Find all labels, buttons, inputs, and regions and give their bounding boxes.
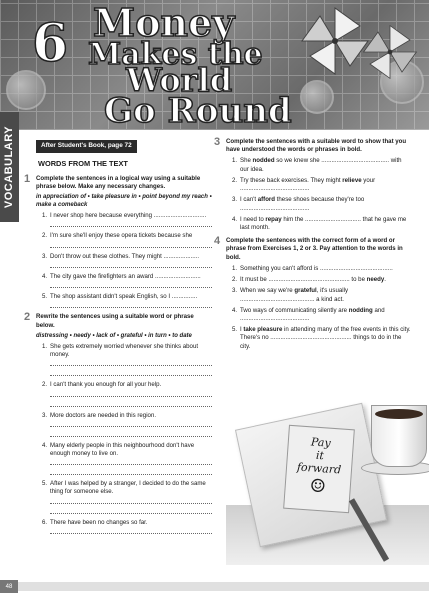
- pinwheel-icon: [300, 6, 370, 76]
- pay-it-forward-photo: [226, 385, 429, 565]
- exercise-item: [42, 381, 212, 389]
- header-banner: [0, 0, 429, 130]
- answer-line[interactable]: [50, 283, 212, 288]
- item-text: More doctors are needed in this region.: [50, 411, 157, 419]
- bold-word: repay: [265, 215, 282, 223]
- title-line: Makes the: [88, 37, 263, 72]
- answer-line[interactable]: [50, 361, 212, 366]
- item-number: 3.: [232, 196, 238, 204]
- item-text: There have been no changes so far.: [50, 518, 148, 526]
- exercise-number: 2: [24, 311, 31, 324]
- exercise-1: [24, 172, 212, 309]
- item-text: Two ways of communicating silently are nodding and .........................................: [240, 306, 385, 322]
- answer-line[interactable]: [50, 499, 212, 504]
- coffee-cup-image: [371, 405, 427, 467]
- item-number: 1.: [232, 157, 238, 165]
- item-text: I'm sure she'll enjoy these opera tickets because she: [50, 232, 193, 240]
- exercise-item: [232, 307, 412, 323]
- exercise-item: [42, 212, 212, 220]
- exercise-item: [232, 287, 412, 303]
- item-text: She gets extremely worried whenever she thinks about money.: [50, 342, 199, 359]
- item-text: She nodded so we knew she ........................................ with our idea.: [240, 157, 402, 173]
- exercise-item: [42, 232, 212, 240]
- unit-number: 6: [32, 13, 69, 74]
- section-heading: WORDS FROM THE TEXT: [38, 158, 128, 168]
- title-line: Money: [93, 0, 235, 45]
- exercise-item: [232, 265, 412, 273]
- item-text: I can't afford these shoes because they're too .........................................: [240, 196, 365, 212]
- coin-image: [6, 70, 46, 110]
- exercise-3: [214, 136, 412, 232]
- item-number: 5.: [232, 326, 238, 334]
- bold-word: take pleasure: [243, 326, 283, 334]
- item-text: Try these back exercises. They might relieve your .........................................: [240, 176, 376, 193]
- answer-line[interactable]: [50, 263, 212, 268]
- item-number: 2.: [232, 276, 238, 284]
- item-number: 2.: [42, 232, 48, 240]
- exercise-item: [42, 253, 212, 261]
- answer-line[interactable]: [50, 432, 212, 437]
- bold-word: relieve: [342, 176, 362, 184]
- exercise-item: [42, 343, 212, 359]
- exercise-instruction: Rewrite the sentences using a suitable word or phrase below.: [36, 313, 194, 329]
- title-line: Go Round: [104, 91, 292, 130]
- answer-line[interactable]: [50, 529, 212, 534]
- item-text: Something you can't afford is ...........................................: [240, 264, 393, 272]
- item-number: 1.: [42, 212, 48, 220]
- item-number: 5.: [42, 480, 48, 488]
- exercise-item: [232, 157, 412, 173]
- vocabulary-side-tab: [0, 112, 19, 222]
- answer-line[interactable]: [50, 470, 212, 475]
- exercise-instruction: Complete the sentences with a suitable word to show that you have understood the words or phrases in bold.: [226, 138, 407, 154]
- answer-line[interactable]: [50, 392, 212, 397]
- item-text: I can't thank you enough for all your help.: [50, 381, 162, 389]
- side-tab-label: VOCABULARY: [3, 125, 16, 209]
- exercise-item: [232, 216, 412, 232]
- note-text: Pay: [310, 435, 332, 450]
- item-number: 4.: [232, 215, 238, 223]
- exercise-item: [42, 519, 212, 527]
- answer-line[interactable]: [50, 243, 212, 248]
- item-text: The shop assistant didn't speak English, so I ...............: [50, 293, 198, 301]
- answer-line[interactable]: [50, 460, 212, 465]
- item-number: 1.: [232, 264, 238, 272]
- exercise-2: [24, 311, 212, 534]
- smiley-icon: ☺: [309, 474, 327, 498]
- item-text: It must be ................................................ to be needy.: [240, 276, 386, 284]
- item-text: I take pleasure in attending many of the free events in this city. There's no ................................................ things to do in the city.: [240, 326, 411, 350]
- item-number: 3.: [232, 287, 238, 295]
- exercise-item: [42, 442, 212, 458]
- exercise-item: [42, 293, 212, 301]
- exercise-number: 4: [214, 235, 221, 248]
- answer-line[interactable]: [50, 509, 212, 514]
- exercise-item: [232, 276, 412, 284]
- answer-line[interactable]: [50, 371, 212, 376]
- exercise-item: [42, 273, 212, 281]
- answer-line[interactable]: [50, 422, 212, 427]
- item-text: After I was helped by a stranger, I decided to do the same thing for someone else.: [50, 480, 206, 496]
- item-number: 3.: [42, 252, 48, 260]
- exercise-4: [214, 235, 412, 351]
- bold-word: grateful: [294, 287, 317, 295]
- note-text: forward: [296, 460, 342, 477]
- item-number: 2.: [232, 176, 238, 184]
- item-text: Many elderly people in this neighbourhood don't have enough money to live on.: [50, 441, 195, 457]
- exercise-item: [232, 177, 412, 193]
- item-number: 5.: [42, 293, 48, 301]
- title-line: World: [126, 61, 233, 99]
- note-text: it: [315, 448, 325, 463]
- item-number: 4.: [42, 441, 48, 449]
- bold-word: needy: [366, 276, 385, 284]
- answer-line[interactable]: [50, 303, 212, 308]
- item-number: 4.: [42, 272, 48, 280]
- answer-line[interactable]: [50, 222, 212, 227]
- item-number: 2.: [42, 381, 48, 389]
- item-text: I never shop here because everything ...............................: [50, 212, 207, 220]
- exercise-item: [232, 326, 412, 351]
- student-book-reference: After Student's Book, page 72: [36, 140, 137, 153]
- vocabulary-box: distressing • needy • lack of • grateful • in turn • to date: [36, 332, 192, 339]
- exercise-instruction: Complete the sentences with the correct form of a word or phrase from Exercises 1, 2 or 3. Pay attention to the words in bold.: [226, 237, 403, 261]
- exercise-number: 3: [214, 136, 221, 148]
- exercise-instruction: Complete the sentences in a logical way using a suitable phrase below. Make any necessary changes.: [36, 174, 201, 190]
- bold-word: nodding: [348, 306, 373, 314]
- item-number: 3.: [42, 411, 48, 419]
- item-number: 4.: [232, 306, 238, 314]
- item-text: The city gave the firefighters an award ...........................: [50, 272, 201, 280]
- coin-image: [300, 80, 334, 114]
- exercise-item: [42, 412, 212, 420]
- exercise-item: [42, 480, 212, 496]
- bold-word: nodded: [252, 157, 275, 165]
- answer-line[interactable]: [50, 402, 212, 407]
- left-column: [24, 140, 212, 539]
- bold-word: afford: [257, 196, 276, 204]
- right-column: [214, 136, 412, 356]
- item-number: 1.: [42, 342, 48, 350]
- footer-bar: [0, 582, 429, 591]
- pay-it-forward-note: [283, 425, 355, 513]
- page-number: 48: [0, 580, 18, 593]
- item-text: I need to repay him the ................................. that he gave me last month.: [240, 215, 407, 231]
- item-text: Don't throw out these clothes. They might .....................: [50, 252, 200, 260]
- exercise-number: 1: [24, 172, 31, 185]
- item-text: When we say we're grateful, it's usually ............................................ a kind act.: [240, 287, 349, 303]
- item-number: 6.: [42, 518, 48, 526]
- pinwheel-icon: [362, 24, 418, 80]
- exercise-item: [232, 196, 412, 212]
- vocabulary-box: in appreciation of • take pleasure in • point beyond my reach • make a comeback: [36, 194, 212, 209]
